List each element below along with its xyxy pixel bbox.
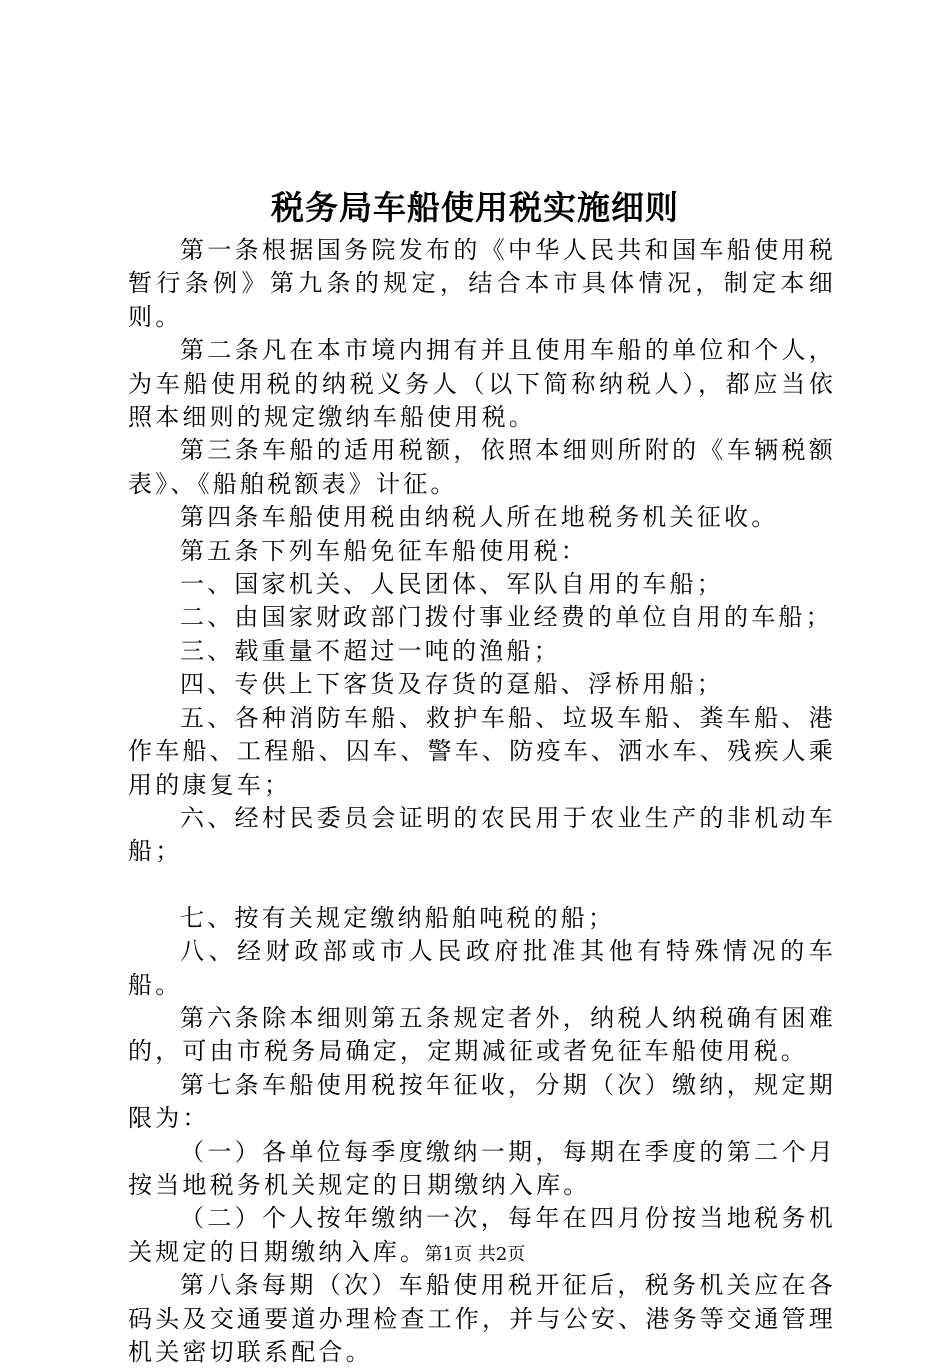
paragraph: 第八条每期（次）车船使用税开征后，税务机关应在各码头及交通要道办理检查工作，并与公安、港务等交通管理机关密切联系配合。 bbox=[128, 1271, 836, 1366]
page-number: 第1页 共2页 bbox=[424, 1244, 526, 1265]
paragraph: （一）各单位每季度缴纳一期，每期在季度的第二个月按当地税务机关规定的日期缴纳入库。 bbox=[128, 1137, 836, 1199]
paragraph: （二）个人按年缴纳一次，每年在四月份按当地税务机关规定的日期缴纳入库。 bbox=[128, 1204, 836, 1266]
paragraph: 第二条凡在本市境内拥有并且使用车船的单位和个人，为车船使用税的纳税义务人（以下简称纳税人），都应当依照本细则的规定缴纳车船使用税。 bbox=[128, 336, 836, 432]
paragraph: 第七条车船使用税按年征收，分期（次）缴纳，规定期限为： bbox=[128, 1070, 836, 1133]
paragraph: 第三条车船的适用税额，依照本细则所附的《车辆税额表》、《船舶税额表》计征。 bbox=[128, 436, 836, 498]
paragraph: 第六条除本细则第五条规定者外，纳税人纳税确有困难的，可由市税务局确定，定期减征或者免征车船使用税。 bbox=[128, 1003, 836, 1066]
paragraph: 七、按有关规定缴纳船舶吨税的船； bbox=[180, 903, 616, 932]
paragraph: 第四条车船使用税由纳税人所在地税务机关征收。 bbox=[180, 503, 779, 532]
paragraph: 第五条下列车船免征车船使用税： bbox=[180, 536, 588, 565]
paragraph: 六、经村民委员会证明的农民用于农业生产的非机动车船； bbox=[128, 803, 836, 866]
paragraph: 第一条根据国务院发布的《中华人民共和国车船使用税暂行条例》第九条的规定，结合本市具体情况，制定本细则。 bbox=[128, 236, 836, 331]
paragraph: 四、专供上下客货及存货的趸船、浮桥用船； bbox=[180, 670, 724, 699]
paragraph: 二、由国家财政部门拨付事业经费的单位自用的车船； bbox=[180, 603, 833, 632]
document-body bbox=[128, 234, 836, 1369]
paragraph: 五、各种消防车船、救护车船、垃圾车船、粪车船、港作车船、工程船、囚车、警车、防疫车、洒水车、残疾人乘用的康复车； bbox=[128, 703, 836, 799]
paragraph: 一、国家机关、人民团体、军队自用的车船； bbox=[180, 570, 724, 599]
paragraph: 八、经财政部或市人民政府批准其他有特殊情况的车船。 bbox=[128, 937, 836, 999]
page-title: 税务局车船使用税实施细则 bbox=[271, 188, 679, 227]
paragraph: 三、载重量不超过一吨的渔船； bbox=[180, 636, 561, 665]
